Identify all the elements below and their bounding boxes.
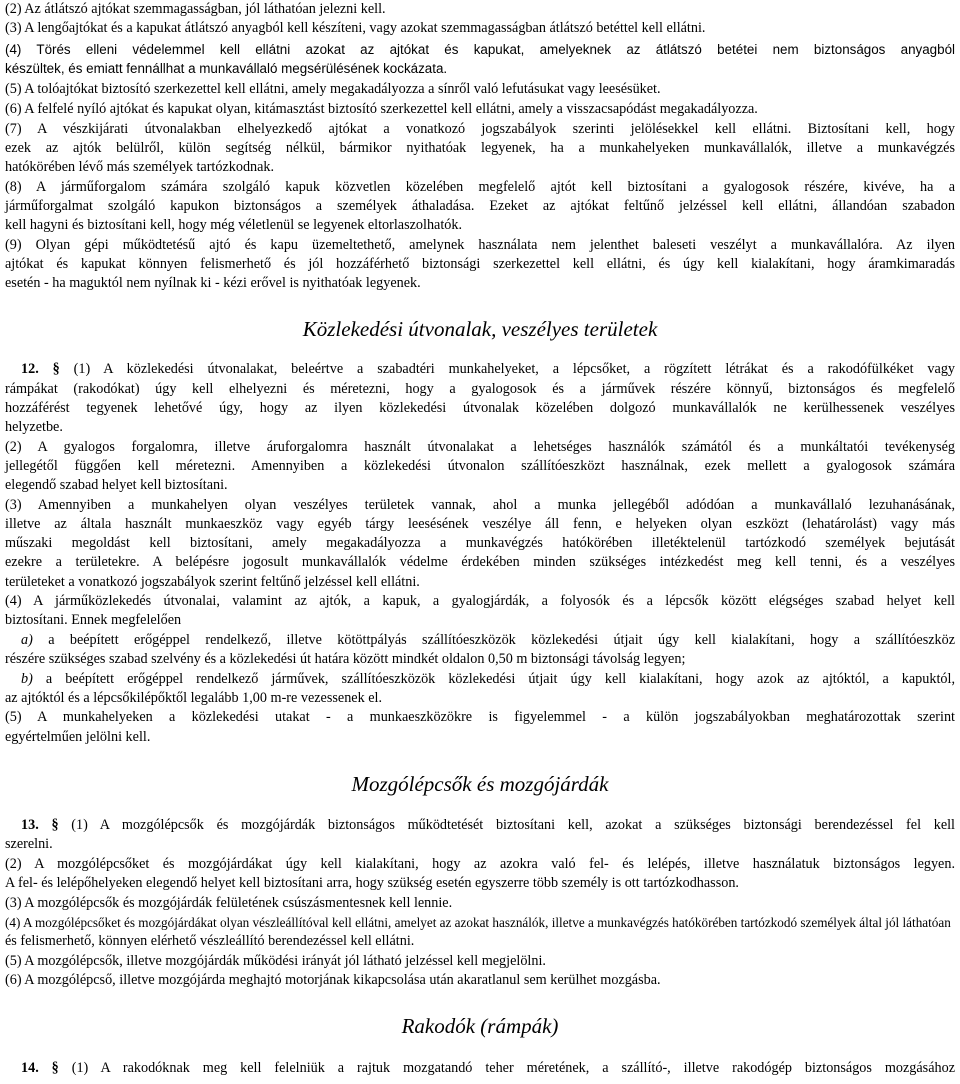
paragraph-line: hozzáférést tegyenek lehetővé úgy, hogy az ilyen közlekedési útvonalak közelében dolgozó munkavállalók ne kerülhessenek veszélyes <box>5 400 955 416</box>
section-heading: Közlekedési útvonalak, veszélyes területek <box>302 317 658 341</box>
paragraph-line: részére szükséges szabad szelvény és a közlekedési út határa között mindkét oldalon 0,50 m biztonsági távolság legyen; <box>5 651 686 667</box>
paragraph-line: (8) A járműforgalom számára szolgáló kapuk közvetlen közelében megfelelő ajtót kell biztosítani a gyalogosok részére, kivéve, ha a <box>5 179 955 195</box>
section-heading: Rakodók (rámpák) <box>401 1014 559 1038</box>
paragraph-line: elegendő szabad helyet kell biztosítani. <box>5 477 228 493</box>
paragraph-line: biztosítani. Ennek megfelelően <box>5 612 182 628</box>
paragraph-line: szerelni. <box>5 836 53 852</box>
paragraph-line: (4) A járműközlekedés útvonalai, valamint az ajtók, a kapuk, a gyalogjárdák, a folyosók és a lépcsők között elégséges szabad helyet kell <box>5 593 955 609</box>
paragraph-line: (4) Törés elleni védelemmel kell ellátni azokat az ajtókat és kapukat, amelyeknek az átlátszó betétei nem biztonságos anyagból <box>5 42 955 57</box>
paragraph-line: 14. § (1) A rakodóknak meg kell felelniük a rajtuk mozgatandó teher méretének, a szállító-, illetve rakodógép biztonságos mozgásához <box>21 1060 955 1076</box>
paragraph-line: (6) A mozgólépcső, illetve mozgójárda meghajtó motorjának kikapcsolása után akaratlanul sem kerülhet mozgásba. <box>5 972 661 988</box>
section-number: 14. § <box>21 1060 59 1076</box>
paragraph-line: (3) A lengőajtókat és a kapukat átlátszó anyagból kell készíteni, vagy azokat szemmagasságban átlátszó betéttel kell ellátni. <box>5 20 706 36</box>
paragraph-line: (2) Az átlátszó ajtókat szemmagasságban, jól láthatóan jelezni kell. <box>5 1 386 17</box>
paragraph-line: és felismerhető, könnyen elérhető vészleállító berendezéssel kell ellátni. <box>5 933 415 949</box>
paragraph-line: ezekre a területekre. A belépésre jogosult munkavállalók védelme érdekében minden szükséges intézkedést meg kell tenni, és a veszélyes <box>5 554 955 570</box>
paragraph-line: járműforgalmat szolgáló kapukon biztonságos a személyek áthaladása. Ezeket az ajtókat feltűnő jelzéssel kell ellátni, állandóan szabadon <box>5 198 955 214</box>
paragraph-line: 12. § (1) A közlekedési útvonalakat, beleértve a szabadtéri munkahelyeket, a lépcsőket, a rögzített létrákat és a rakodófülkéket vagy <box>21 361 956 377</box>
paragraph-line: 13. § (1) A mozgólépcsők és mozgójárdák biztonságos működtetését biztosítani kell, azokat a szükséges biztonsági berendezéssel fel kell <box>21 817 956 833</box>
paragraph-line: (6) A felfelé nyíló ajtókat és kapukat olyan, kitámasztást biztosító szerkezettel kell ellátni, amely a visszacsapódást megakadályozza. <box>5 101 758 117</box>
paragraph-line: jellegétől függően kell méretezni. Amennyiben a közlekedési útvonalon szállítóeszközt használnak, ezek mellett a gyalogosok számára <box>5 458 955 474</box>
paragraph-line: területeket a vonatkozó jogszabályok szerint feltűnő jelzéssel kell ellátni. <box>5 574 420 590</box>
paragraph-line: a) a beépített erőgéppel rendelkező, illetve kötöttpályás szállítóeszközök közlekedési útjait úgy kell kialakítani, hogy a szállítóeszköz <box>21 632 955 648</box>
paragraph-line: b) a beépített erőgéppel rendelkező járművek, szállítóeszközök közlekedési útjait úgy kell kialakítani, hogy azok az ajtóktól, a kapuktól, <box>21 671 955 687</box>
paragraph-line: (5) A mozgólépcsők, illetve mozgójárdák működési irányát jól látható jelzéssel kell megjelölni. <box>5 953 546 969</box>
paragraph-line: (5) A tolóajtókat biztosító szerkezettel kell ellátni, amely megakadályozza a sínről való lefutásukat vagy leesésüket. <box>5 81 661 97</box>
section-number: 13. § <box>21 817 59 833</box>
paragraph-line: kell hagyni és biztosítani kell, hogy még véletlenül se legyenek eltorlaszolhatók. <box>5 217 463 233</box>
paragraph-line: (4) A mozgólépcsőket és mozgójárdákat olyan vészleállítóval kell ellátni, amelyet az azokat használók, illetve a munkavégzés hatókörében tartózkodó személyek által jól láthatóan <box>5 915 951 930</box>
section-number: 12. § <box>21 361 60 377</box>
paragraph-line: (2) A mozgólépcsőket és mozgójárdákat úgy kell kialakítani, hogy az azokra való fel- és lelépés, illetve használatuk biztonságos legyen. <box>5 856 955 872</box>
paragraph-line: készültek, és emiatt fennállhat a munkavállaló megsérülésének kockázata. <box>5 61 448 76</box>
paragraph-line: (7) A vészkijárati útvonalakban elhelyezkedő ajtókat a vonatkozó jogszabályok szerinti jelölésekkel kell ellátni. Biztosítani kell, hogy <box>5 121 955 137</box>
paragraph-line: ajtókat és kapukat könnyen felismerhető és jól hozzáférhető biztonsági szerkezettel kell ellátni, és úgy kell kialakítani, hogy áramkimaradás <box>5 256 955 272</box>
paragraph-line: egyértelműen jelölni kell. <box>5 729 151 745</box>
paragraph-line: illetve az általa használt munkaeszköz vagy egyéb tárgy leesésének veszélye áll fenn, e helyeken olyan eszközt (lehatárolást) vagy más <box>5 516 955 532</box>
paragraph-line: (2) A gyalogos forgalomra, illetve áruforgalomra használt útvonalakat a lehetséges használók számától és a munkáltatói tevékenység <box>5 439 955 455</box>
paragraph-line: hatókörében lévő más személyek tartózkodnak. <box>5 159 275 175</box>
paragraph-line: rámpákat (rakodókat) úgy kell elhelyezni és méretezni, hogy a gyalogosok és a járművek részére könnyű, biztonságos és megfelelő <box>5 381 955 397</box>
paragraph-line: A fel- és lelépőhelyeken elegendő helyet kell biztosítani arra, hogy szükség esetén egyszerre több személy is ott tartózkodhasson. <box>5 875 739 891</box>
paragraph-line: az ajtóktól és a lépcsőkilépőktől legalább 1,00 m-re vezessenek el. <box>5 690 383 706</box>
paragraph-line: esetén - ha maguktól nem nyílnak ki - kézi erővel is nyithatóak legyenek. <box>5 275 421 291</box>
paragraph-line: ezek az ajtók belülről, külön segítség nélkül, bármikor nyithatóak legyenek, ha a munkahelyeken munkavállalók, illetve a munkavégzés <box>5 140 955 156</box>
paragraph-line: (5) A munkahelyeken a közlekedési utakat - a munkaeszközökre is figyelemmel - a külön jogszabályokban meghatározottak szerint <box>5 709 955 725</box>
paragraph-line: műszaki megoldást kell biztosítani, amely megakadályozza a munkavégzés hatókörében illetéktelenül tartózkodó személyek bejutását <box>5 535 955 551</box>
list-marker: a) <box>21 632 33 648</box>
section-heading: Mozgólépcsők és mozgójárdák <box>351 772 609 796</box>
paragraph-line: (3) A mozgólépcsők és mozgójárdák felületének csúszásmentesnek kell lennie. <box>5 895 453 911</box>
paragraph-line: (9) Olyan gépi működtetésű ajtó és kapu üzemeltethető, amelynek használata nem jelenthet baleseti veszélyt a munkavállalóra. Az ilyen <box>5 237 955 253</box>
paragraph-line: helyzetbe. <box>5 419 63 435</box>
list-marker: b) <box>21 671 33 687</box>
paragraph-line: (3) Amennyiben a munkahelyen olyan veszélyes területek vannak, ahol a munka jellegéből adódóan a munkavállaló lezuhanásának, <box>5 497 955 513</box>
